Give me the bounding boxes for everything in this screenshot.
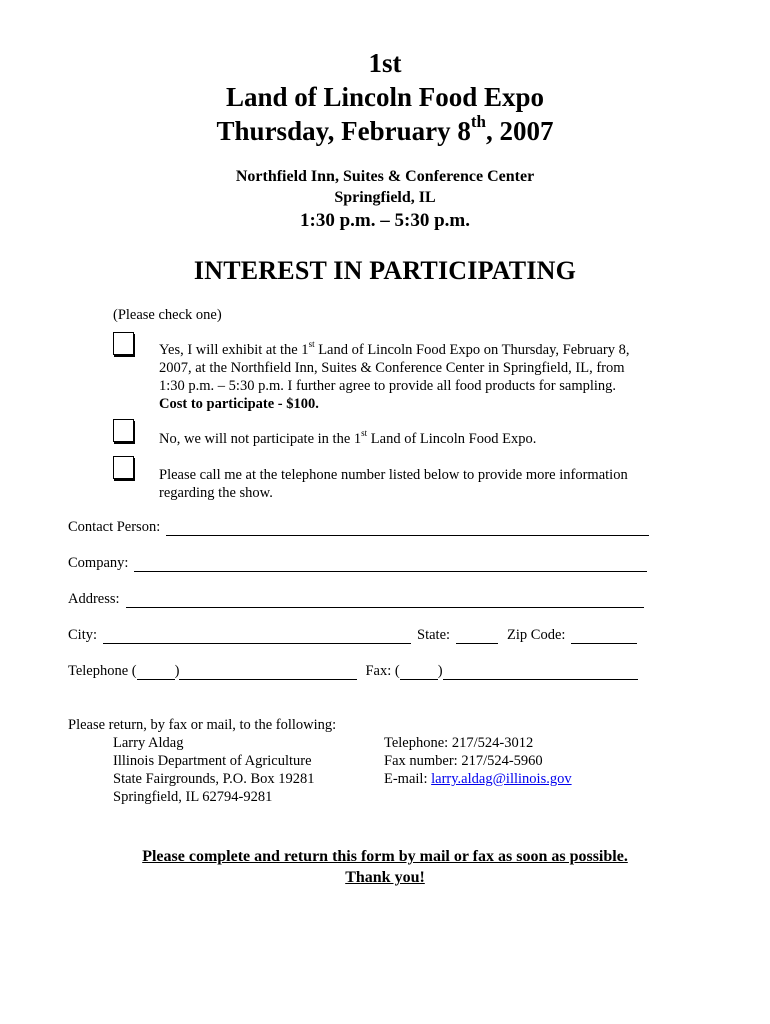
city-label: City: [68, 627, 98, 643]
city-row [68, 627, 637, 644]
state-field[interactable] [456, 629, 498, 644]
address-field[interactable] [126, 593, 644, 608]
return-email-label: E-mail: [384, 771, 432, 787]
return-name: Larry Aldag [113, 735, 184, 751]
telephone-label: Telephone ( [68, 663, 137, 679]
footer-thanks: Thank you! [345, 869, 425, 886]
option-callback-line2: regarding the show. [159, 485, 273, 501]
return-address1: State Fairgrounds, P.O. Box 19281 [113, 771, 315, 787]
contact-person-row [68, 519, 649, 536]
option-exhibit-cost: Cost to participate - $100. [159, 396, 319, 412]
option-exhibit-line3: 1:30 p.m. – 5:30 p.m. I further agree to provide all food products for sampling. [159, 378, 617, 394]
venue-city: Springfield, IL [334, 189, 436, 206]
state-label: State: [417, 627, 451, 643]
return-email-link[interactable]: larry.aldag@illinois.gov [431, 771, 572, 787]
fax-close-paren: ) [437, 663, 443, 679]
title-event-name: Land of Lincoln Food Expo [225, 82, 545, 112]
return-dept: Illinois Department of Agriculture [113, 753, 312, 769]
company-label: Company: [68, 555, 129, 571]
check-instruction: (Please check one) [113, 307, 222, 323]
title-ordinal: 1st [368, 48, 402, 78]
return-address2: Springfield, IL 62794-9281 [113, 789, 273, 805]
return-telephone: Telephone: 217/524-3012 [384, 735, 534, 751]
return-intro: Please return, by fax or mail, to the following: [68, 717, 337, 733]
telephone-close-paren: ) [174, 663, 180, 679]
fax-field[interactable] [443, 665, 638, 680]
option-callback-checkbox[interactable] [113, 456, 134, 479]
contact-person-label: Contact Person: [68, 519, 161, 535]
return-fax: Fax number: 217/524-5960 [384, 753, 543, 769]
return-address-block [113, 734, 315, 806]
phone-fax-row [68, 663, 638, 680]
return-email-row [384, 770, 572, 788]
telephone-field[interactable] [179, 665, 357, 680]
title-date [0, 112, 770, 147]
fax-area-code-field[interactable] [400, 665, 438, 680]
footer-instruction: Please complete and return this form by mail or fax as soon as possible. [142, 848, 628, 865]
fax-label: Fax: ( [365, 663, 400, 679]
option-decline-text: No, we will not participate in the 1st Land of Lincoln Food Expo. [159, 428, 537, 447]
option-decline-checkbox[interactable] [113, 419, 134, 442]
telephone-area-code-field[interactable] [137, 665, 175, 680]
form-heading: INTEREST IN PARTICIPATING [193, 256, 577, 285]
city-field[interactable] [103, 629, 411, 644]
company-field[interactable] [134, 557, 647, 572]
option-callback-line1: Please call me at the telephone number listed below to provide more information [159, 467, 628, 483]
option-exhibit-line2: 2007, at the Northfield Inn, Suites & Conference Center in Springfield, IL, from [159, 360, 625, 376]
address-label: Address: [68, 591, 120, 607]
zip-label: Zip Code: [507, 627, 566, 643]
title-date-sup: th [470, 112, 486, 131]
company-row [68, 555, 647, 572]
venue-name: Northfield Inn, Suites & Conference Center [235, 168, 535, 185]
option-exhibit-line1: Yes, I will exhibit at the 1st Land of Lincoln Food Expo on Thursday, February 8, [159, 339, 630, 358]
zip-field[interactable] [571, 629, 637, 644]
option-exhibit-checkbox[interactable] [113, 332, 134, 355]
title-date-main: Thursday, February 8 [216, 116, 471, 146]
title-date-year: , 2007 [485, 116, 554, 146]
option-callback-text [159, 466, 628, 502]
option-exhibit-text [159, 341, 679, 413]
contact-person-field[interactable] [166, 521, 649, 536]
return-contact-block [384, 734, 572, 788]
address-row [68, 591, 644, 608]
event-time: 1:30 p.m. – 5:30 p.m. [300, 210, 470, 231]
